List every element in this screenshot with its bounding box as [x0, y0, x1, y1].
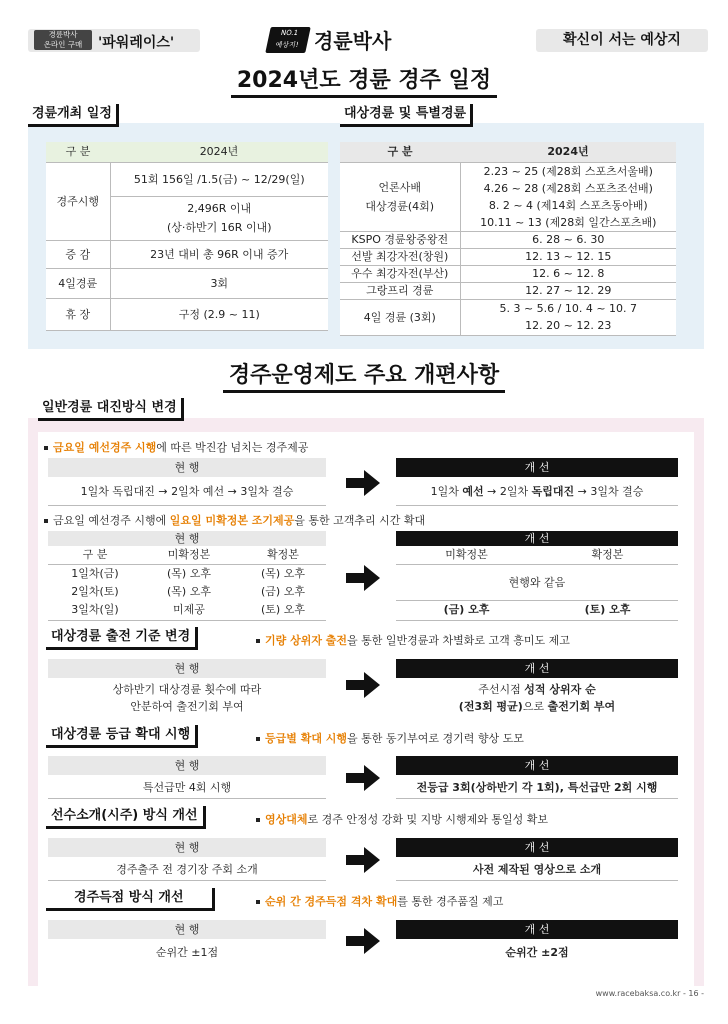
text-bold: 독립대진: [531, 485, 575, 498]
no1-badge: [265, 27, 311, 53]
bullet-score-gap: [256, 893, 503, 909]
brand-logo: [268, 25, 458, 55]
text-bold: 출전기회 부여: [547, 700, 616, 713]
col-header: 확정본: [591, 548, 624, 561]
row-label: 선발 최강자전(창원): [340, 248, 460, 265]
arrow-right-icon: [346, 470, 380, 496]
current-value: 특선급만 4회 시행: [142, 781, 232, 794]
same-as-current: 현행와 같음: [508, 576, 566, 589]
bullet-text: 을 통한 동기부여로 경기력 향상 도모: [347, 732, 524, 745]
value-line: 4.26 ~ 28 (제28회 스포츠조선배): [483, 181, 653, 195]
badge-line-2: 예상지!: [274, 41, 300, 49]
value-line: 12. 20 ~ 12. 23: [525, 319, 612, 332]
arrow-right-icon: [346, 765, 380, 791]
powerrace-title: '파워레이스': [98, 35, 175, 51]
row-label: 4일경륜: [46, 268, 110, 298]
col-header-year: 2024년: [460, 142, 676, 162]
col-header: 확정본: [267, 548, 299, 561]
tab-grade-expansion: 대상경륜 등급 확대 시행: [46, 725, 198, 748]
tab-rider-intro: 선수소개(시주) 방식 개선: [46, 806, 206, 829]
table-row: [46, 268, 328, 298]
row-value: [110, 196, 328, 240]
row-value: 12. 27 ~ 12. 29: [460, 282, 676, 299]
bullet-sunday-early: [44, 512, 425, 528]
improved-header: 개 선: [396, 659, 678, 678]
row-value: [460, 162, 676, 231]
improved-header: 개 선: [396, 920, 678, 939]
table-row: [340, 231, 676, 248]
arrow-right-icon: [346, 847, 380, 873]
col-header: 구 분: [82, 548, 108, 561]
row-divider: [396, 505, 678, 506]
current-value: 경주출주 전 경기장 주회 소개: [116, 863, 258, 876]
text-part: → 3일차 결승: [574, 485, 644, 498]
row-value: 23년 대비 총 96R 이내 증가: [110, 240, 328, 268]
bullet-marker: [256, 818, 260, 822]
brand-small-label: 경륜박사: [48, 30, 78, 39]
bullet-video: [256, 811, 548, 827]
row-divider: [48, 564, 326, 565]
bullet-text: 를 통한 경주품질 제고: [397, 895, 504, 908]
row-label: 증 감: [46, 240, 110, 268]
row-value: 3회: [110, 268, 328, 298]
row-label: 그랑프리 경륜: [340, 282, 460, 299]
reform-title: [0, 358, 728, 393]
improved-value: [396, 484, 678, 500]
bullet-text: 을 통한 일반경륜과 차별화로 고객 흥미도 제고: [347, 634, 570, 647]
table-cell: 3일차(일): [71, 603, 119, 616]
tab-schedule: 경륜개최 일정: [28, 104, 119, 127]
label-line: 대상경륜(4회): [365, 199, 435, 213]
bullet-marker: [256, 639, 260, 643]
row-label: [340, 162, 460, 231]
bullet-text: 로 경주 안정성 강화 및 지방 시행제와 통일성 확보: [307, 813, 549, 826]
page-header: [28, 25, 708, 55]
table-row: [340, 162, 676, 231]
col-header: 미확정본: [445, 548, 488, 561]
row-divider: [396, 880, 678, 881]
row-divider: [48, 798, 326, 799]
highlight-text: 금요일 예선경주 시행: [53, 441, 157, 454]
bullet-marker: [256, 737, 260, 741]
table-cell: 1일차(금): [71, 567, 119, 580]
arrow-right-icon: [346, 928, 380, 954]
tab-scoring: 경주득점 방식 개선: [46, 888, 215, 911]
text-part: → 2일차: [483, 485, 532, 498]
row-divider: [396, 798, 678, 799]
schedule-title: [0, 63, 728, 98]
highlight-text: 영상대체: [265, 813, 308, 826]
bullet-grade: [256, 730, 524, 746]
row-label: 우수 최강자전(부산): [340, 265, 460, 282]
bullet-text: 금요일 예선경주 시행에: [53, 514, 170, 527]
row-value: [460, 299, 676, 335]
row-value: 12. 13 ~ 12. 15: [460, 248, 676, 265]
badge-line-1: NO.1: [280, 29, 299, 37]
row-label: KSPO 경륜왕중왕전: [340, 231, 460, 248]
highlight-text: 순위 간 경주득점 격차 확대: [265, 895, 398, 908]
table-row: [46, 298, 328, 330]
value-line: 상하반기 대상경륜 횟수에 따라: [112, 683, 262, 696]
value-line: [396, 681, 678, 698]
row-divider: [48, 620, 326, 621]
value-line: 2.23 ~ 25 (제28회 스포츠서울배): [483, 164, 653, 178]
improved-value: [396, 945, 678, 961]
value-line: 5. 3 ~ 5.6 / 10. 4 ~ 10. 7: [499, 302, 638, 315]
text-part: 1일차: [430, 485, 463, 498]
value-line: [396, 698, 678, 715]
reform-title-text: 경주운영제도 주요 개편사항: [223, 358, 505, 393]
row-value: 51회 156일 /1.5(금) ~ 12/29(일): [110, 162, 328, 196]
table-cell: 미제공: [173, 603, 205, 616]
current-header: 현 행: [48, 756, 326, 775]
bullet-text: 에 따른 박진감 넘치는 경주제공: [156, 441, 309, 454]
improved-header: 개 선: [396, 531, 678, 546]
row-divider: [396, 564, 678, 565]
row-value: 12. 6 ~ 12. 8: [460, 265, 676, 282]
bullet-marker: [44, 446, 48, 450]
table-cell: (금) 오후: [261, 585, 305, 598]
bullet-marker: [44, 519, 48, 523]
row-label: 4일 경륜 (3회): [340, 299, 460, 335]
bullet-friday-heats: [44, 439, 308, 455]
online-purchase-label: [34, 30, 92, 50]
current-value: 순위간 ±1점: [155, 946, 219, 959]
text-part: 으로: [522, 700, 548, 713]
row-label: 경주시행: [46, 162, 110, 240]
brand-name: 경륜박사: [314, 29, 392, 53]
col-header-category: 구 분: [340, 142, 460, 162]
table-cell: [396, 602, 537, 618]
page-footer: www.racebaksa.co.kr - 16 -: [595, 989, 704, 998]
table-row: [340, 248, 676, 265]
tab-entry-criteria: 대상경륜 출전 기준 변경: [46, 627, 198, 650]
col-header: 미확정본: [167, 548, 211, 561]
current-value: 1일차 독립대진 → 2일차 예선 → 3일차 결승: [80, 485, 294, 498]
improved-header: 개 선: [396, 838, 678, 857]
table-cell: 2일차(토): [71, 585, 119, 598]
table-cell: (토) 오후: [261, 603, 305, 616]
current-header: 현 행: [48, 659, 326, 678]
table-cell: (목) 오후: [167, 585, 211, 598]
col-header-category: 구 분: [46, 142, 110, 162]
text-bold: (전3회 평균): [458, 700, 523, 713]
table-cell: [537, 602, 678, 618]
current-header: 현 행: [48, 920, 326, 939]
text-bold: (토) 오후: [584, 603, 631, 616]
value-line: 안분하여 출전기회 부여: [130, 700, 244, 713]
improved-value: [396, 681, 678, 715]
row-divider: [396, 620, 678, 621]
col-header-year: 2024년: [110, 142, 328, 162]
label-line: 언론사배: [378, 180, 421, 194]
text-part: 주선시점: [478, 683, 525, 696]
bullet-top-riders: [256, 632, 570, 648]
row-divider: [48, 505, 326, 506]
table-row: [46, 240, 328, 268]
table-row: [340, 299, 676, 335]
improved-value: [396, 862, 678, 878]
text-bold: 전등급 3회(상하반기 각 1회), 특선급만 2회 시행: [416, 781, 658, 794]
highlight-text: 기량 상위자 출전: [265, 634, 348, 647]
text-bold: 사전 제작된 영상으로 소개: [472, 863, 602, 876]
improved-value: [396, 780, 678, 796]
value-line: 2,496R 이내: [187, 202, 252, 215]
tab-general-race: 일반경륜 대진방식 변경: [38, 398, 184, 421]
table-row: [46, 162, 328, 196]
arrow-right-icon: [346, 672, 380, 698]
text-bold: (금) 오후: [443, 603, 490, 616]
value-line: 8. 2 ~ 4 (제14회 스포츠동아배): [488, 198, 648, 212]
row-divider: [48, 880, 326, 881]
table-cell: (목) 오후: [167, 567, 211, 580]
highlight-text: 등급별 확대 시행: [265, 732, 348, 745]
powerrace-banner: [28, 29, 200, 52]
current-value: [48, 681, 326, 715]
schedule-title-text: 2024년도 경륜 경주 일정: [231, 63, 497, 98]
bullet-text: 을 통한 고객추리 시간 확대: [294, 514, 426, 527]
row-value: 구정 (2.9 ~ 11): [110, 298, 328, 330]
improved-header: 개 선: [396, 756, 678, 775]
bullet-marker: [256, 900, 260, 904]
current-header: 현 행: [48, 458, 326, 477]
current-header: 현 행: [48, 838, 326, 857]
table-cell: (목) 오후: [261, 567, 305, 580]
current-header: 현 행: [48, 531, 326, 546]
text-bold: 예선: [462, 485, 484, 498]
row-value: 6. 28 ~ 6. 30: [460, 231, 676, 248]
row-label: 휴 장: [46, 298, 110, 330]
online-purchase-text: 온라인 구매: [43, 40, 83, 49]
text-bold: 성적 상위자 순: [524, 683, 596, 696]
row-divider: [396, 600, 678, 601]
value-line: (상·하반기 16R 이내): [167, 221, 272, 234]
special-table: [340, 142, 676, 336]
highlight-text: 일요일 미확정본 조기제공: [169, 514, 295, 527]
table-row: [340, 265, 676, 282]
tab-special: 대상경륜 및 특별경륜: [340, 104, 473, 127]
text-bold: 순위간 ±2점: [505, 946, 569, 959]
improved-header: 개 선: [396, 458, 678, 477]
slogan: 확신이 서는 예상지: [536, 29, 708, 52]
schedule-table: [46, 142, 328, 331]
arrow-right-icon: [346, 565, 380, 591]
value-line: 10.11 ~ 13 (제28회 일간스포츠배): [480, 215, 657, 229]
table-row: [340, 282, 676, 299]
